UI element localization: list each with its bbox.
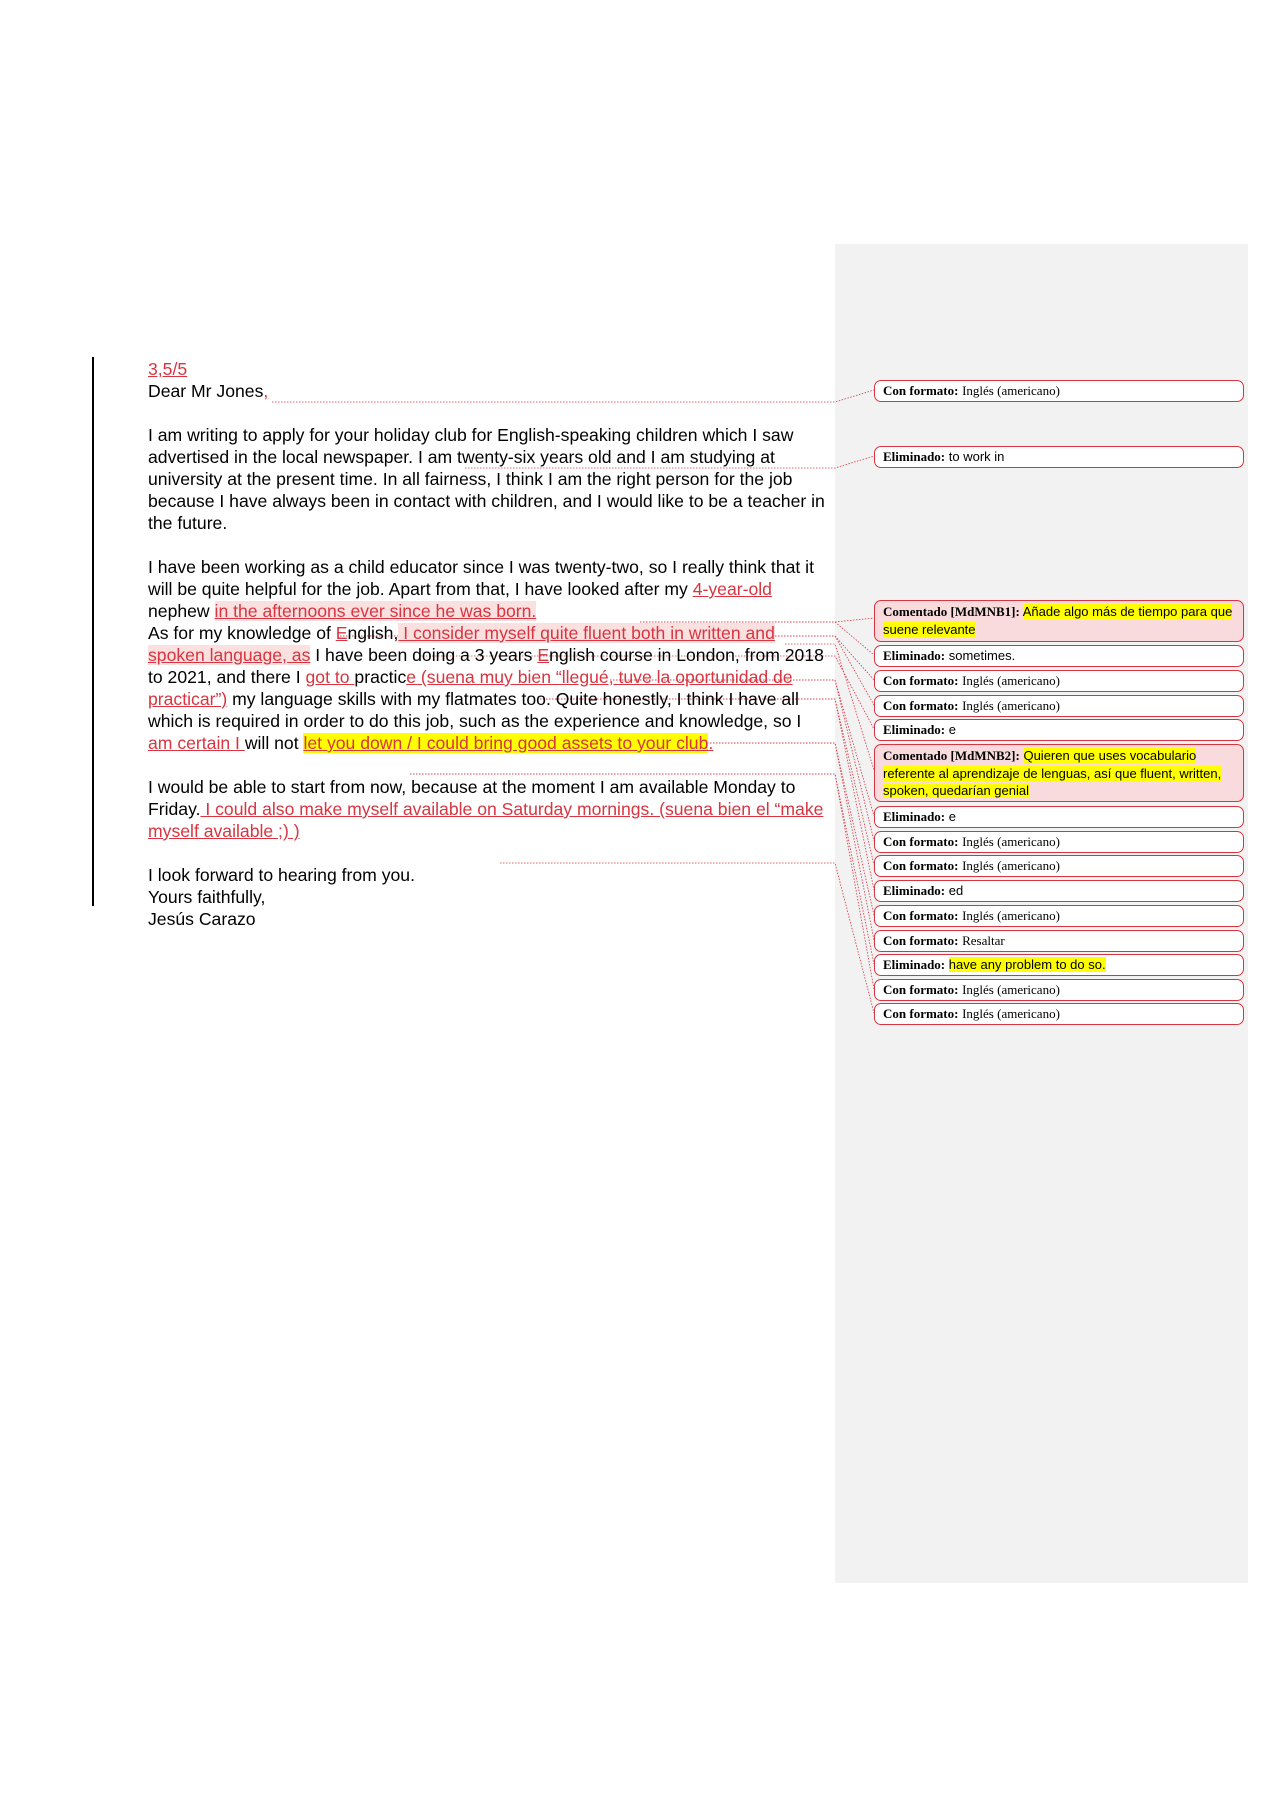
balloon-label: Con formato:	[883, 698, 959, 713]
balloon-text: e	[948, 722, 956, 737]
score: 3,5/5	[148, 359, 188, 379]
revision-balloon-format[interactable]	[874, 1003, 1244, 1025]
p2-text-g: practic	[354, 667, 407, 687]
change-bar	[92, 357, 94, 906]
comment-text: Quieren que uses vocabulario referente al aprendizaje de lenguas, así que fluent, written, spoken, quedarían genial	[883, 748, 1222, 798]
balloon-label: Eliminado:	[883, 648, 946, 663]
greeting-line	[148, 380, 828, 402]
p2-text-h: my language skills with my flatmates too. Quite honestly, I think I have all which is required in order to do this job, such as the experience and knowledge, so I	[148, 689, 802, 731]
insertion-am-certain: am certain I	[148, 733, 245, 753]
balloon-text: Inglés (americano)	[962, 1006, 1060, 1021]
balloon-label: Comentado [MdMNB2]:	[883, 748, 1020, 763]
balloon-label: Con formato:	[883, 908, 959, 923]
balloon-label: Con formato:	[883, 933, 959, 948]
p2-text-d: nglish,	[347, 623, 399, 643]
p1-text-a: I am writing to apply for your holiday club for English-speaking children which I saw advertised in the local newspaper	[148, 425, 794, 467]
insertion-got-to: got to	[305, 667, 355, 687]
balloon-label: Con formato:	[883, 982, 959, 997]
signature: Jesús Carazo	[148, 909, 256, 929]
balloon-text: Inglés (americano)	[962, 908, 1060, 923]
balloon-label: Con formato:	[883, 383, 959, 398]
balloon-text: to work in	[948, 449, 1005, 464]
p2-text-c: As for my knowledge of	[148, 623, 336, 643]
p2-text-f: nglish course in London, from 2018 to 2021, and there I	[148, 645, 824, 687]
balloon-label: Comentado [MdMNB1]:	[883, 604, 1020, 619]
balloon-label: Con formato:	[883, 1006, 959, 1021]
revision-balloon-deleted[interactable]	[874, 446, 1244, 468]
score-line	[148, 358, 828, 380]
paragraph-1	[148, 424, 828, 534]
greeting: Dear Mr Jones	[148, 381, 264, 401]
balloon-text: sometimes.	[948, 648, 1016, 663]
p2-text-a: I have been working as a child educator since I was twenty-two, so I really think that it will be quite helpful for the job. Apart from that, I have looked after my	[148, 557, 814, 599]
balloon-text: Inglés (americano)	[962, 982, 1060, 997]
comment-text: Añade algo más de tiempo para que suene relevante	[883, 604, 1233, 637]
revision-balloon-format[interactable]	[874, 930, 1244, 952]
balloon-label: Eliminado:	[883, 957, 946, 972]
revision-balloon-deleted[interactable]	[874, 880, 1244, 902]
p1-text-b: . I am twenty-six years old and I am studying at university at the present time. In all fairness, I think I am the right person for the job because I have always been in contact with children, and I would like to be a teacher in the future.	[148, 447, 825, 533]
p2-text-e: I have been doing a 3 years	[310, 645, 538, 665]
insertion-fluent: I consider myself quite fluent both in written and spoken language, as	[148, 623, 775, 665]
revision-balloon-format[interactable]	[874, 831, 1244, 853]
balloon-text: Inglés (americano)	[962, 673, 1060, 688]
insertion-period: .	[708, 733, 714, 753]
insertion-saturday: I could also make myself available on Saturday mornings. (suena bien el “make myself available ;) )	[148, 799, 824, 841]
balloon-label: Eliminado:	[883, 449, 946, 464]
letter-body	[148, 358, 828, 930]
revision-balloon-deleted[interactable]	[874, 645, 1244, 667]
balloon-label: Eliminado:	[883, 722, 946, 737]
insertion-let-you-down: let you down / I could bring good assets to your club	[303, 733, 709, 753]
revision-balloon-format[interactable]	[874, 855, 1244, 877]
p2-text-i: will not	[244, 733, 304, 753]
revision-balloon-deleted[interactable]	[874, 806, 1244, 828]
revision-balloon-format[interactable]	[874, 380, 1244, 402]
balloon-text: Inglés (americano)	[962, 834, 1060, 849]
revision-balloon-deleted[interactable]	[874, 954, 1244, 976]
balloon-label: Con formato:	[883, 673, 959, 688]
balloon-label: Con formato:	[883, 834, 959, 849]
insertion-afternoons: in the afternoons ever since he was born.	[214, 601, 537, 621]
revision-balloon-format[interactable]	[874, 979, 1244, 1001]
balloon-text: Inglés (americano)	[962, 698, 1060, 713]
revision-balloon-format[interactable]	[874, 670, 1244, 692]
comment-balloon-1[interactable]	[874, 600, 1244, 642]
balloon-label: Eliminado:	[883, 809, 946, 824]
balloon-text: have any problem to do so.	[948, 957, 1106, 972]
revision-balloon-format[interactable]	[874, 905, 1244, 927]
comment-balloon-2[interactable]	[874, 744, 1244, 802]
closing-line: I look forward to hearing from you.	[148, 865, 415, 885]
insertion-capital-e-2: E	[537, 645, 550, 665]
greeting-punctuation: ,	[263, 381, 269, 401]
revision-balloon-deleted[interactable]	[874, 719, 1244, 741]
insertion-4-year-old: 4-year-old	[692, 579, 772, 599]
p2-text-b: nephew	[148, 601, 215, 621]
balloon-text: Inglés (americano)	[962, 383, 1060, 398]
insertion-capital-e: E	[335, 623, 348, 643]
balloon-text: Resaltar	[962, 933, 1005, 948]
paragraph-2	[148, 556, 828, 754]
valediction: Yours faithfully,	[148, 887, 266, 907]
insertion-practice-note: e (suena muy bien “llegué, tuve la oportunidad de practicar”)	[148, 667, 793, 709]
paragraph-3	[148, 776, 828, 842]
p3-text-a: I would be able to start from now, because at the moment I am available Monday to Friday.	[148, 777, 796, 819]
balloon-label: Eliminado:	[883, 883, 946, 898]
balloon-text: e	[948, 809, 956, 824]
balloon-label: Con formato:	[883, 858, 959, 873]
balloon-text: ed	[948, 883, 964, 898]
revision-balloon-format[interactable]	[874, 695, 1244, 717]
balloon-text: Inglés (americano)	[962, 858, 1060, 873]
